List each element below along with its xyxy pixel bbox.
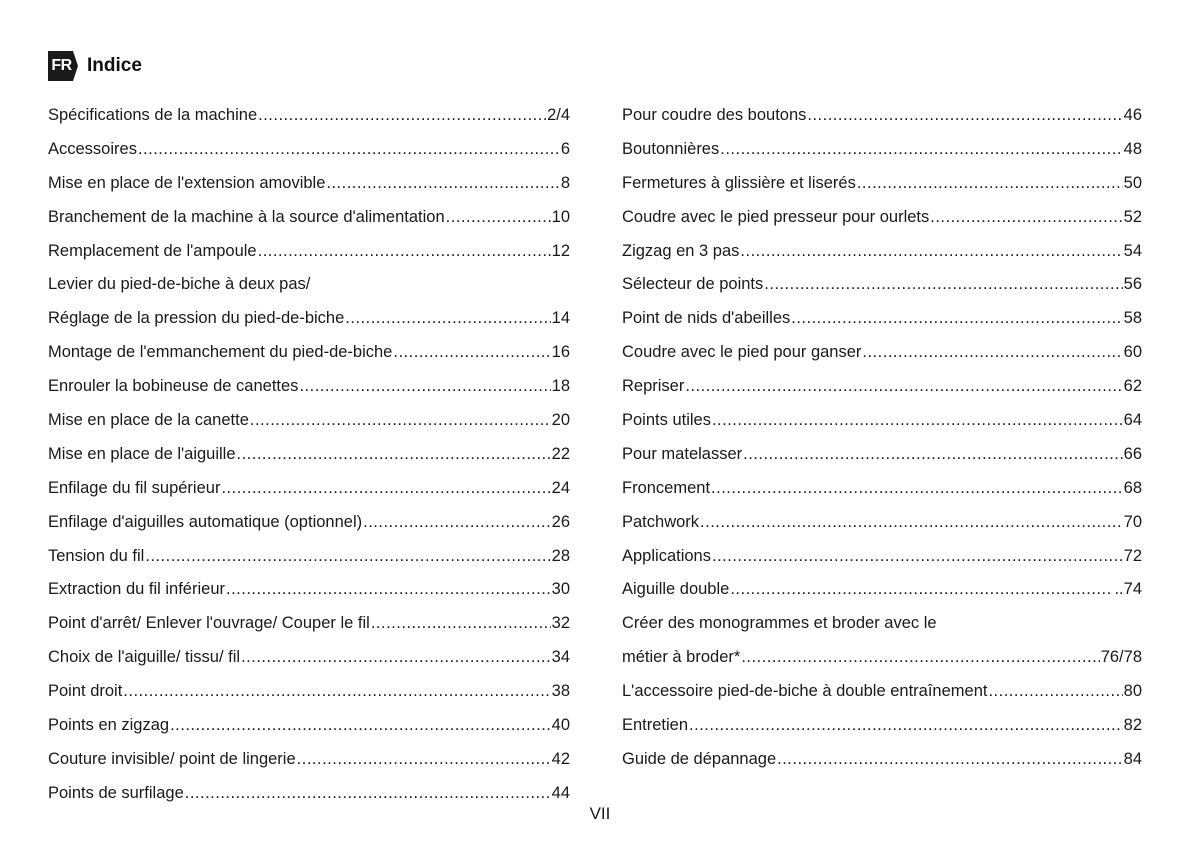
toc-entry-leader: [685, 370, 1122, 404]
toc-entry: [48, 133, 570, 167]
toc-entry: [622, 268, 1142, 302]
toc-entry: [48, 370, 570, 404]
page-number: VII: [589, 804, 611, 823]
toc-entry-title: Enrouler la bobineuse de canettes: [48, 377, 299, 396]
toc-entry-page: 52: [1123, 207, 1142, 226]
toc-entry: [48, 201, 570, 235]
toc-entry-page: 56: [1123, 275, 1142, 294]
toc-entry-page: 20: [551, 411, 570, 430]
toc-entry-page: 76/78: [1100, 648, 1142, 667]
document-header: [48, 51, 142, 81]
toc-entry-title: Créer des monogrammes et broder avec le: [622, 614, 937, 633]
toc-entry-leader: [170, 709, 551, 743]
toc-entry-title: Coudre avec le pied pour ganser: [622, 343, 862, 362]
toc-entry-page: 46: [1123, 106, 1142, 124]
toc-entry-page: 62: [1123, 377, 1142, 396]
toc-entry-title: Froncement: [622, 478, 711, 497]
toc-entry: [622, 302, 1142, 336]
toc-entry: [48, 472, 570, 506]
toc-entry-title: Points utiles: [622, 411, 711, 430]
toc-entry-page: 44: [551, 783, 570, 802]
toc-entry: [48, 607, 570, 641]
toc-entry-title: Guide de dépannage: [622, 749, 777, 768]
language-badge-label: FR: [51, 57, 72, 74]
toc-entry: [622, 370, 1142, 404]
toc-entry-leader: [741, 641, 1099, 675]
toc-entry: [622, 472, 1142, 506]
toc-entry-page: 48: [1123, 139, 1142, 158]
toc-entry-leader: [258, 235, 551, 269]
toc-entry-leader: [689, 709, 1123, 743]
toc-entry-title: Spécifications de la machine: [48, 106, 258, 124]
toc-entry-leader: [226, 573, 551, 607]
toc-entry-title: Entretien: [622, 716, 689, 735]
toc-entry-page: 24: [551, 478, 570, 497]
toc-entry-leader: [712, 404, 1123, 438]
toc-entry: [48, 99, 570, 133]
toc-entry-page: 6: [560, 139, 570, 158]
toc-entry-title: Point droit: [48, 682, 123, 701]
toc-entry-title: Zigzag en 3 pas: [622, 241, 740, 260]
toc-entry-title: Mise en place de la canette: [48, 411, 249, 430]
toc-entry-title: Couture invisible/ point de lingerie: [48, 749, 296, 768]
toc-entry-title: Montage de l'emmanchement du pied-de-biche: [48, 343, 393, 362]
toc-entry-title: L'accessoire pied-de-biche à double entraînement: [622, 682, 988, 701]
toc-entry-title: Fermetures à glissière et liserés: [622, 173, 856, 192]
toc-entry: [48, 302, 570, 336]
toc-entry-title: Aiguille double: [622, 580, 730, 599]
toc-entry-title: Tension du fil: [48, 546, 145, 565]
toc-entry-title: Applications: [622, 546, 711, 565]
toc-entry-page: 2/4: [547, 106, 570, 124]
toc-entry-title: Pour coudre des boutons: [622, 106, 807, 124]
toc-entry-page: 18: [551, 377, 570, 396]
toc-entry-title: Remplacement de l'ampoule: [48, 241, 257, 260]
toc-entry-leader: [250, 404, 551, 438]
toc-entry: [622, 506, 1142, 540]
toc-entry-leader: [258, 99, 546, 133]
toc-entry-leader: [299, 370, 550, 404]
toc-entry: [48, 506, 570, 540]
toc-entry-page: ..74: [1114, 580, 1142, 599]
toc-entry-leader: [123, 675, 550, 709]
toc-entry: [622, 201, 1142, 235]
toc-entry: [622, 336, 1142, 370]
toc-entry: [622, 675, 1142, 709]
toc-entry: [48, 540, 570, 574]
toc-entry: [48, 743, 570, 777]
toc-entry-title: Mise en place de l'extension amovible: [48, 173, 326, 192]
toc-entry-page: 8: [560, 173, 570, 192]
toc-entry-title: Mise en place de l'aiguille: [48, 444, 236, 463]
toc-entry-title: Boutonnières: [622, 139, 720, 158]
toc-entry-leader: [446, 201, 551, 235]
toc-entry-title: Enfilage du fil supérieur: [48, 478, 221, 497]
toc-entry-title: Coudre avec le pied presseur pour ourlets: [622, 207, 930, 226]
toc-entry-page: 32: [551, 614, 570, 633]
toc-entry-page: 14: [551, 309, 570, 328]
toc-entry-page: 80: [1123, 682, 1142, 701]
toc-entry-leader: [711, 472, 1123, 506]
toc-entry-page: 84: [1123, 749, 1142, 768]
toc-entry-page: 30: [551, 580, 570, 599]
toc-entry-title: Branchement de la machine à la source d'alimentation: [48, 207, 445, 226]
toc-entry: [622, 404, 1142, 438]
toc-entry: [622, 743, 1142, 777]
toc-entry: [48, 268, 570, 302]
toc-entry-title: Extraction du fil inférieur: [48, 580, 225, 599]
language-badge: [48, 51, 78, 81]
toc-entry-leader: [145, 540, 550, 574]
toc-entry: [48, 336, 570, 370]
toc-entry-page: 26: [551, 512, 570, 531]
toc-entry-title: Patchwork: [622, 512, 700, 531]
toc-entry-leader: [807, 99, 1122, 133]
toc-entry-title: Sélecteur de points: [622, 275, 764, 294]
toc-entry-page: 64: [1123, 411, 1142, 430]
toc-entry-page: 16: [551, 343, 570, 362]
toc-entry-leader: [862, 336, 1122, 370]
toc-entry: [622, 99, 1142, 133]
toc-entry-page: 54: [1123, 241, 1142, 260]
toc-entry: [48, 641, 570, 675]
toc-entry-leader: [221, 472, 550, 506]
toc-entry: [622, 540, 1142, 574]
toc-entry-leader: [297, 743, 551, 777]
toc-entry: [48, 675, 570, 709]
toc-entry-leader: [345, 302, 550, 336]
toc-entry-title: Réglage de la pression du pied-de-biche: [48, 309, 345, 328]
toc-entry-page: 70: [1123, 512, 1142, 531]
toc-entry-page: 40: [551, 716, 570, 735]
toc-left-column: [48, 99, 570, 811]
toc-entry-page: 50: [1123, 173, 1142, 192]
toc-entry-leader: [371, 607, 551, 641]
toc-entry-leader: [730, 573, 1113, 607]
toc-entry-leader: [241, 641, 551, 675]
toc-entry: [48, 709, 570, 743]
toc-entry: [622, 438, 1142, 472]
toc-entry-leader: [712, 540, 1123, 574]
toc-entry-page: 34: [551, 648, 570, 667]
toc-entry-leader: [791, 302, 1122, 336]
toc-entry: [622, 641, 1142, 675]
toc-entry-title: Points de surfilage: [48, 783, 184, 802]
toc-entry-leader: [988, 675, 1122, 709]
toc-entry-page: 38: [551, 682, 570, 701]
toc-entry-page: 82: [1123, 716, 1142, 735]
toc-entry-leader: [740, 235, 1122, 269]
toc-entry: [48, 167, 570, 201]
toc-entry-page: 60: [1123, 343, 1142, 362]
toc-entry: [48, 404, 570, 438]
toc-entry-page: 68: [1123, 478, 1142, 497]
toc-entry-leader: [743, 438, 1123, 472]
toc-entry: [622, 133, 1142, 167]
toc-entry-title: métier à broder*: [622, 648, 741, 667]
toc-entry-leader: [237, 438, 551, 472]
toc-entry-page: 72: [1123, 546, 1142, 565]
toc-entry-page: 58: [1123, 309, 1142, 328]
toc-entry: [48, 573, 570, 607]
toc-entry-title: Points en zigzag: [48, 716, 170, 735]
index-title: Indice: [87, 55, 142, 76]
toc-entry-leader: [700, 506, 1123, 540]
toc-entry: [622, 607, 1142, 641]
toc-entry-leader: [720, 133, 1122, 167]
toc-entry-leader: [857, 167, 1123, 201]
toc-entry-leader: [393, 336, 550, 370]
toc-entry-leader: [777, 743, 1123, 777]
toc-entry-page: 10: [551, 207, 570, 226]
toc-entry-title: Levier du pied-de-biche à deux pas/: [48, 275, 311, 294]
toc-entry-leader: [930, 201, 1122, 235]
toc-entry: [622, 573, 1142, 607]
toc-entry-title: Pour matelasser: [622, 444, 743, 463]
toc-right-column: [622, 99, 1142, 777]
toc-entry-title: Choix de l'aiguille/ tissu/ fil: [48, 648, 241, 667]
toc-entry-page: 12: [551, 241, 570, 260]
toc-entry-title: Repriser: [622, 377, 685, 396]
toc-entry-page: 28: [551, 546, 570, 565]
toc-entry-leader: [326, 167, 559, 201]
toc-entry: [622, 709, 1142, 743]
toc-entry-leader: [363, 506, 551, 540]
toc-entry: [622, 167, 1142, 201]
toc-entry: [48, 438, 570, 472]
toc-entry-title: Point de nids d'abeilles: [622, 309, 791, 328]
toc-entry-page: 66: [1123, 444, 1142, 463]
toc-entry-title: Enfilage d'aiguilles automatique (optionnel): [48, 512, 363, 531]
toc-entry-title: Point d'arrêt/ Enlever l'ouvrage/ Couper le fil: [48, 614, 370, 633]
toc-entry: [48, 235, 570, 269]
toc-entry-page: 42: [551, 749, 570, 768]
toc-entry: [622, 235, 1142, 269]
toc-entry-title: Accessoires: [48, 139, 137, 158]
toc-entry-leader: [764, 268, 1122, 302]
toc-entry-page: 22: [551, 444, 570, 463]
toc-entry-leader: [138, 133, 560, 167]
